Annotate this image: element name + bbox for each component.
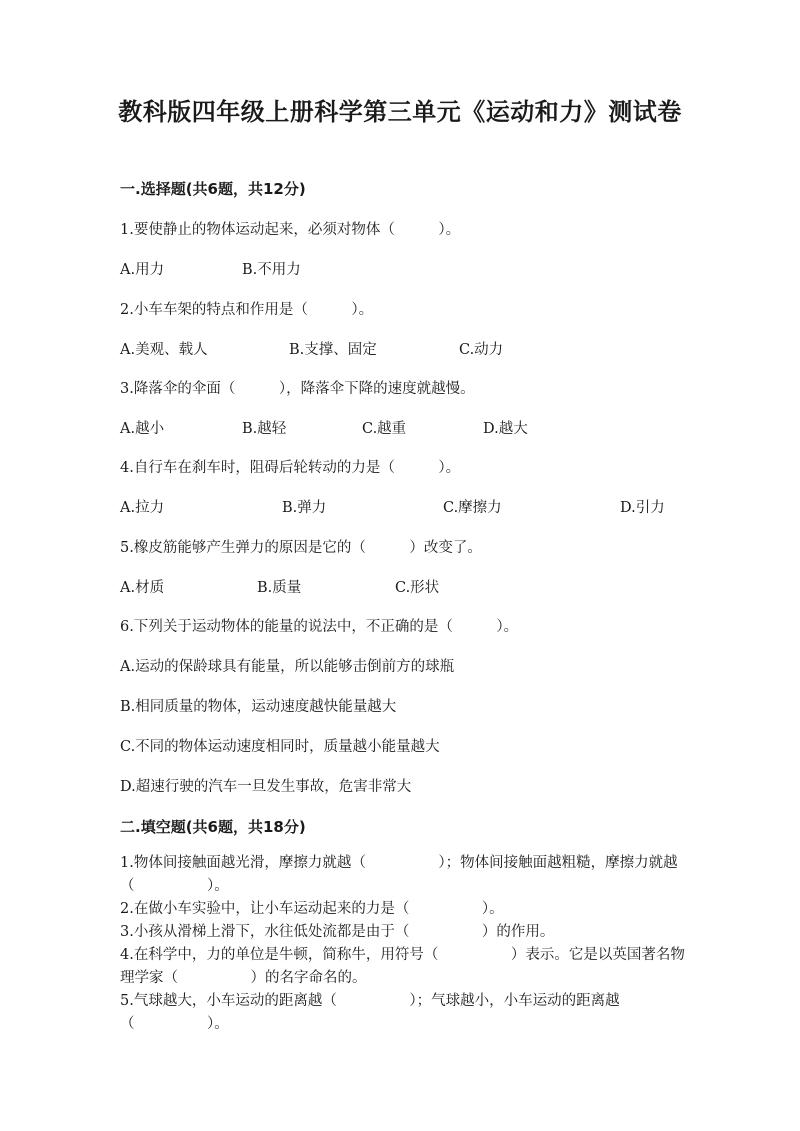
question-6-stem: 6.下列关于运动物体的能量的说法中，不正确的是（ ）。: [120, 619, 519, 635]
question-1-option-b: B.不用力: [242, 262, 301, 278]
question-3-option-a: A.越小: [120, 421, 165, 437]
question-6-option-b: B.相同质量的物体，运动速度越快能量越大: [120, 699, 397, 715]
fill-item-2: 2.在做小车实验中，让小车运动起来的力是（ ）。: [120, 901, 504, 917]
question-4-option-b: B.弹力: [282, 500, 327, 516]
question-3-option-c: C.越重: [362, 421, 407, 437]
question-2-option-a: A.美观、载人: [120, 342, 208, 358]
question-2-option-c: C.动力: [459, 342, 504, 358]
question-3-stem: 3.降落伞的伞面（ ），降落伞下降的速度就越慢。: [120, 381, 475, 397]
fill-item-4: 4.在科学中，力的单位是牛顿，简称牛，用符号（ ）表示。它是以英国著名物理学家（ ）的名字命名的。: [120, 947, 685, 986]
question-5-option-a: A.材质: [120, 580, 165, 596]
question-5-stem: 5.橡皮筋能够产生弹力的原因是它的（ ）改变了。: [120, 540, 482, 556]
question-5-option-b: B.质量: [257, 580, 302, 596]
question-4-option-a: A.拉力: [120, 500, 165, 516]
question-4-option-d: D.引力: [620, 500, 665, 516]
question-5-option-c: C.形状: [395, 580, 440, 596]
question-2-option-b: B.支撑、固定: [289, 342, 377, 358]
question-6-option-d: D.超速行驶的汽车一旦发生事故，危害非常大: [120, 779, 412, 795]
page-title: 教科版四年级上册科学第三单元《运动和力》测试卷: [118, 98, 682, 126]
question-4-stem: 4.自行车在刹车时，阻碍后轮转动的力是（ ）。: [120, 460, 461, 476]
fill-item-3: 3.小孩从滑梯上滑下，水往低处流都是由于（ ）的作用。: [120, 924, 555, 940]
question-6-option-a: A.运动的保龄球具有能量，所以能够击倒前方的球瓶: [120, 659, 455, 675]
question-2-stem: 2.小车车架的特点和作用是（ ）。: [120, 302, 374, 318]
fill-item-5: 5.气球越大，小车运动的距离越（ ）；气球越小，小车运动的距离越（ ）。: [120, 993, 620, 1032]
question-6-option-c: C.不同的物体运动速度相同时，质量越小能量越大: [120, 739, 440, 755]
question-3-option-d: D.越大: [483, 421, 528, 437]
question-4-option-c: C.摩擦力: [443, 500, 502, 516]
question-1-stem: 1.要使静止的物体运动起来，必须对物体（ ）。: [120, 222, 461, 238]
section-heading-choice: 一.选择题(共6题，共12分): [120, 180, 306, 198]
question-1-option-a: A.用力: [120, 262, 165, 278]
question-3-option-b: B.越轻: [242, 421, 287, 437]
section-heading-fill: 二.填空题(共6题，共18分): [120, 818, 306, 836]
fill-item-1: 1.物体间接触面越光滑，摩擦力就越（ ）；物体间接触面越粗糙，摩擦力就越（ ）。: [120, 855, 678, 894]
